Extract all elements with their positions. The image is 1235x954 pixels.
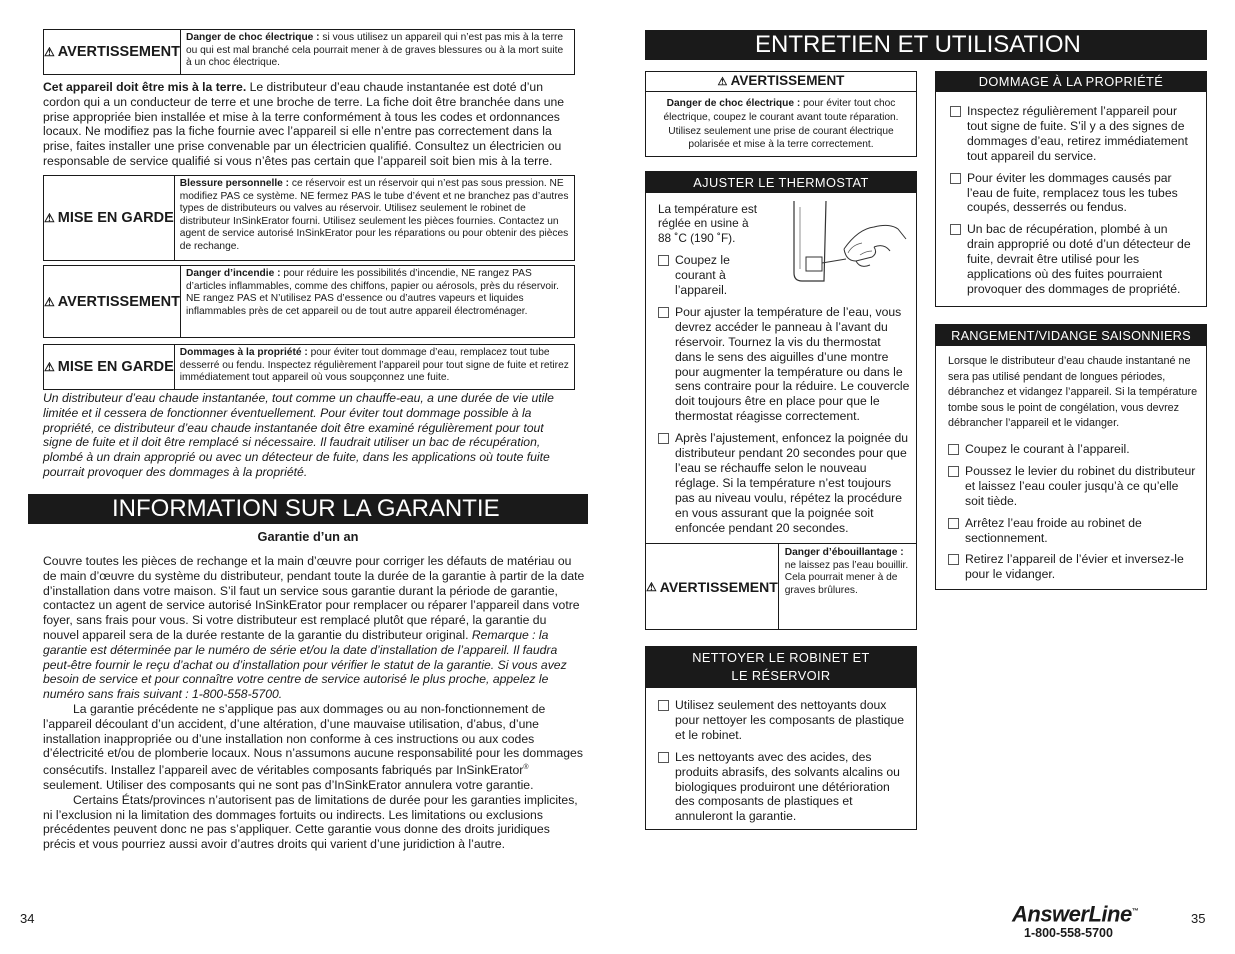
property-damage-heading: DOMMAGE À LA PROPRIÉTÉ [936,72,1206,92]
warranty-paragraph-1: Couvre toutes les pièces de rechange et la main d’œuvre pour corriger les défauts de matériau ou de main d’œuvre du système du distributeur, pendant toute la durée de la garantie à partir de la date d’installation dans votre maison. S’il faut un service sous garantie durant la période de garantie, contactez un agent de service autorisé InSinkErator pour remplacer ou réparer l’appareil dans votre foyer, sans frais pour vous. Si votre distributeur est remplacé plutôt que réparé, la garantie du nouvel appareil sera de la durée restante de la garantie du distributeur original. Remarque : la garantie est déterminée par le numéro de série et/ou la date d’installation de l’appareil. Il faudra peut-être fournir le reçu d’achat ou d’installation pour vérifier le statut de la garantie. Si vous avez besoin de service et pour connaître votre centre de service autorisé le plus proche, appelez le numéro sans frais suivant : 1-800-558-5700. [43,554,585,702]
checkbox-icon [658,307,669,318]
warning-text: Danger de choc électrique : si vous utilisez un appareil qui n’est pas mis à la terre ou qui est mal branché cela pourrait mener à de graves blessures ou à la mort suite à un choc électrique. [185,32,564,68]
checklist-item: Inspectez régulièrement l’appareil pour tout signe de fuite. S’il y a des signes de dommages d’eau, retirez immédiatement tout appareil du service. [950,104,1198,164]
checklist-item: Utilisez seulement des nettoyants doux pour nettoyer les composants de plastique et le robinet. [658,698,910,743]
seasonal-storage-heading: RANGEMENT/VIDANGE SAISONNIERS [936,325,1206,346]
checkbox-icon [948,554,959,565]
personal-injury-caution-box [43,175,575,261]
storage-intro: Lorsque le distributeur d’eau chaude instantané ne sera pas utilisé pendant de longues périodes, débranchez et vidangez l’appareil. Si la température tombe sous le point de congélation, vous devrez débrancher l’appareil et le vidanger. [948,355,1198,430]
answerline-logo [1012,900,1152,941]
warranty-body [43,554,585,852]
warning-triangle-icon: ⚠ [44,211,55,225]
warranty-subtitle: Garantie d’un an [257,529,359,544]
maintenance-title: ENTRETIEN ET UTILISATION [645,30,1207,60]
checkbox-icon [950,173,961,184]
scald-warning-box [646,543,916,629]
caution-text: Blessure personnelle : ce réservoir est un réservoir qui n’est pas sous pression. NE modifiez PAS ce système. NE fermez PAS le tube d’évent et ne branchez pas d’autres types de distributeurs ou valves au réservoir. Utilisez seulement le robinet de distributeur InSinkErator fourni. Utilisez seulement les pièces fournies. Contactez un agent de service autorisé InSinkErator pour les réparations ou pour obtenir des pièces de rechange. [179,178,569,252]
page-number-right: 35 [1191,911,1206,926]
electric-shock-warning-panel [645,71,917,157]
property-damage-content [936,92,1206,297]
checkbox-icon [948,518,959,529]
property-damage-panel [935,71,1207,307]
page-number-left: 34 [20,911,35,926]
warning-label: ⚠ AVERTISSEMENT [646,72,916,92]
warning-label: ⚠ AVERTISSEMENT [646,544,779,629]
thermostat-heading: AJUSTER LE THERMOSTAT [646,172,916,193]
warranty-paragraph-3: Certains États/provinces n’autorisent pas de limitations de durée pour les garanties implicites, ni l’exclusion ni la limitation des dommages fortuits ou indirects. Les limitations ou exclusions précédentes peuvent donc ne pas s’appliquer. Cette garantie vous donne des droits juridiques précis et vous pourriez aussi avoir d’autres droits qui varient d’une juridiction à l’autre. [43,792,578,852]
checkbox-icon [948,444,959,455]
checkbox-icon [658,433,669,444]
checklist-item: Arrêtez l’eau froide au robinet de sectionnement. [948,516,1198,546]
checklist-item: Un bac de récupération, plombé à un drain approprié ou doté d’un détecteur de fuite, devrait être utilisé pour les applications où des fuites pourraient provoquer des dommages de propriété. [950,222,1198,297]
warning-label: ⚠ AVERTISSEMENT [44,30,181,74]
checklist-item: Les nettoyants avec des acides, des produits abrasifs, des solvants alcalins ou biologiques produiront une détérioration des composants de plastiques et annuleront la garantie. [658,750,910,825]
caution-text: Dommages à la propriété : pour éviter tout dommage d’eau, remplacez tout tube desserré ou fendu. Inspectez régulièrement l’appareil pour tout signe de fuite et retirez immédiatement tout appareil où vous soupçonnez une fuite. [179,347,569,383]
answerline-phone: 1-800-558-5700 [1024,926,1113,941]
warning-triangle-icon: ⚠ [44,360,55,374]
warning-text: Danger de choc électrique : pour éviter tout choc électrique, coupez le courant avant toute réparation. Utilisez seulement une prise de courant électrique polarisée et mise à la terre correctement. [663,98,899,151]
checklist-item: Coupez le courant à l’appareil. [658,253,758,298]
checklist-item: Pour ajuster la température de l’eau, vous devrez accéder le panneau à l’avant du réservoir. Tournez la vis du thermostat dans le sens des aiguilles d’une montre pour augmenter la température ou dans le sens contraire pour la réduire. Le couvercle doit toujours être en place pour que le thermostat réagisse correctement. [658,305,910,424]
checkbox-icon [950,106,961,117]
grounding-paragraph: Cet appareil doit être mis à la terre. Le distributeur d’eau chaude instantanée est doté d’un cordon qui a un conducteur de terre et une broche de terre. La fiche doit être branchée dans une prise appropriée bien installée et mise à la terre conformément à tous les codes et ordonnances locaux. Ne modifiez pas la fiche fournie avec l’appareil si elle n’entre pas correctement dans la prise, faites installer une prise convenable par un électricien qualifié. Consultez un électricien ou responsable de service qualifié si vous n’êtes pas certain que l’appareil soit bien mis à la terre. [43,80,565,168]
checkbox-icon [658,255,669,266]
thermostat-adjustment-illustration [786,199,908,285]
checklist-item: Coupez le courant à l’appareil. [948,442,1198,457]
lifespan-paragraph: Un distributeur d’eau chaude instantanée, tout comme un chauffe-eau, a une durée de vie utile limitée et il cessera de fonctionner éventuellement. Pour éviter tout dommage possible à la propriété, ce distributeur d’eau chaude instantanée doit être examiné régulièrement pour tout signe de fuite et il doit être remplacé si nécessaire. Il faudrait utiliser un bac de récupération, plombé à un drain approprié ou avec un détecteur de fuite, dans les applications où toute fuite pourrait provoquer des dommages à la propriété. [43,391,554,479]
warranty-paragraph-2: La garantie précédente ne s’applique pas aux dommages ou au non-fonctionnement de l’appareil découlant d’un accident, d’une altération, d’une mauvaise utilisation, d’abus, d’une installation inappropriée ou d’une installation non conforme à ces instructions ou aux codes d’électricité et/ou de plomberie locaux. Nous n’assumons aucune responsabilité pour les dommages consécutifs. Installez l’appareil avec de véritables composants fabriqués par InSinkErator® seulement. Utiliser des composants qui ne sont pas d’InSinkErator annulera votre garantie. [43,701,583,793]
checkbox-icon [658,752,669,763]
thermostat-content [646,193,916,536]
checklist-item: Poussez le levier du robinet du distributeur et laissez l’eau couler jusqu’à ce qu’elle soit tiède. [948,464,1198,509]
checklist-item: Après l’ajustement, enfoncez la poignée du distributeur pendant 20 secondes pour que l’eau se réchauffe selon le nouveau réglage. Si la température n’est toujours pas au niveau voulu, répétez la procédure en vous assurant que la poignée soit enfoncée pendant 20 secondes. [658,431,910,535]
caution-label: ⚠ MISE EN GARDE [44,345,175,389]
cleaning-content [646,688,916,824]
checkbox-icon [950,224,961,235]
warning-triangle-icon: ⚠ [646,579,657,594]
thermostat-panel [645,171,917,630]
warning-triangle-icon: ⚠ [44,294,55,309]
cleaning-panel [645,646,917,830]
caution-label: ⚠ MISE EN GARDE [44,176,175,260]
warning-text: Danger d’incendie : pour réduire les possibilités d’incendie, NE rangez PAS d’articles inflammables, comme des chiffons, papier ou aérosols, près du réservoir. NE rangez PAS et N’utilisez PAS d’essence ou d’autres vapeurs et liquides inflammables près de cet appareil ou de tout autre appareil électroménager. [185,268,559,317]
fire-hazard-warning-box [43,265,575,338]
answerline-logo-text: AnswerLine™ [1012,901,1139,927]
temperature-note: La température est réglée en usine à 88 ˚C (190 ˚F). [658,202,758,245]
warning-triangle-icon: ⚠ [717,76,728,88]
seasonal-storage-panel [935,324,1207,590]
warranty-title: INFORMATION SUR LA GARANTIE [28,494,588,524]
cleaning-heading: NETTOYER LE ROBINET ET LE RÉSERVOIR [646,647,916,688]
seasonal-storage-content [936,346,1206,582]
checkbox-icon [658,700,669,711]
electric-shock-warning-box [43,29,575,75]
warning-triangle-icon: ⚠ [44,45,55,59]
checklist-item: Pour éviter les dommages causés par l’eau de fuite, remplacez tous les tubes coupés, desserrés ou fendus. [950,171,1198,216]
warning-text: Danger d’ébouillantage : ne laissez pas l’eau bouillir. Cela pourrait mener à de graves brûlures. [784,547,909,596]
checkbox-icon [948,466,959,477]
warning-label: ⚠ AVERTISSEMENT [44,266,181,337]
property-damage-caution-box [43,344,575,390]
checklist-item: Retirez l’appareil de l’évier et inversez-le pour le vidanger. [948,552,1198,582]
